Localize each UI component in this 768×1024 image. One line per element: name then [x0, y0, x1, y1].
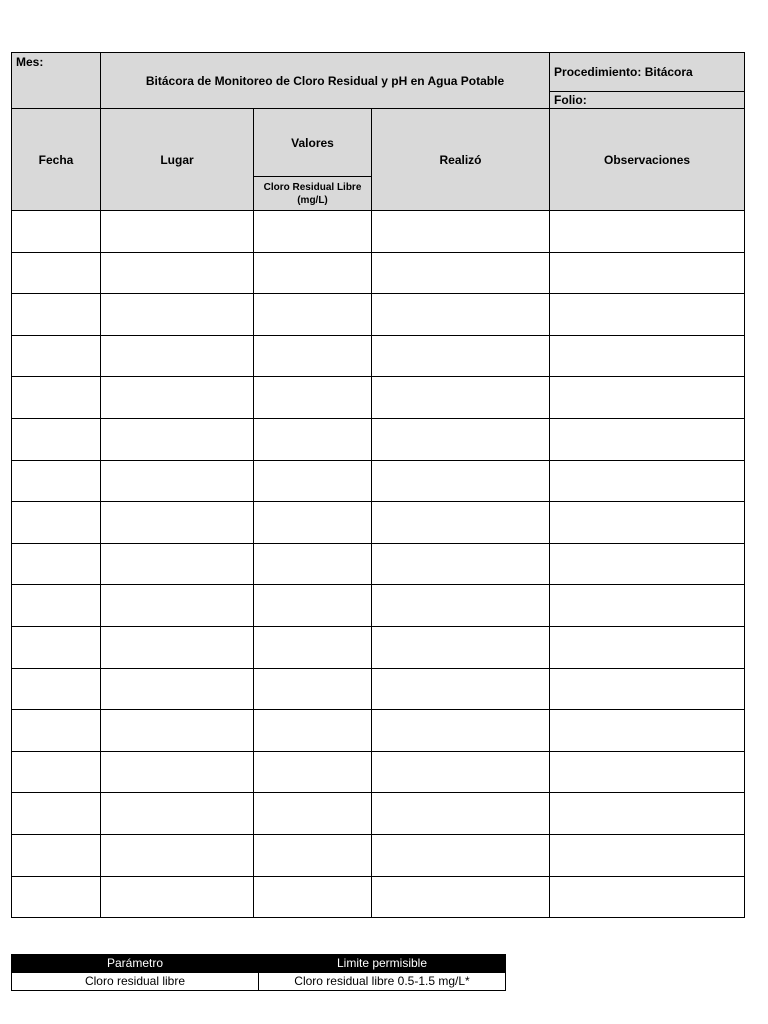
log-row [12, 710, 745, 752]
ref-cell-limit: Cloro residual libre 0.5-1.5 mg/L* [259, 973, 506, 991]
log-cell-cloro[interactable] [254, 793, 372, 835]
log-row [12, 834, 745, 876]
log-cell-fecha[interactable] [12, 377, 101, 419]
log-row [12, 502, 745, 544]
log-cell-realizo[interactable] [372, 294, 550, 336]
reference-limits-table [11, 954, 506, 991]
log-row [12, 876, 745, 918]
log-cell-observaciones[interactable] [550, 710, 745, 752]
log-cell-observaciones[interactable] [550, 252, 745, 294]
log-cell-lugar[interactable] [101, 377, 254, 419]
log-cell-observaciones[interactable] [550, 294, 745, 336]
log-cell-cloro[interactable] [254, 252, 372, 294]
log-cell-realizo[interactable] [372, 418, 550, 460]
log-cell-realizo[interactable] [372, 211, 550, 253]
log-cell-fecha[interactable] [12, 502, 101, 544]
ref-header-parametro: Parámetro [12, 955, 259, 973]
log-cell-fecha[interactable] [12, 668, 101, 710]
log-cell-observaciones[interactable] [550, 751, 745, 793]
folio-cell[interactable] [550, 92, 745, 109]
log-cell-realizo[interactable] [372, 377, 550, 419]
log-cell-realizo[interactable] [372, 460, 550, 502]
procedure-cell [550, 53, 745, 92]
log-row [12, 585, 745, 627]
log-cell-lugar[interactable] [101, 335, 254, 377]
log-cell-realizo[interactable] [372, 876, 550, 918]
log-cell-cloro[interactable] [254, 876, 372, 918]
log-cell-observaciones[interactable] [550, 793, 745, 835]
log-cell-realizo[interactable] [372, 710, 550, 752]
log-cell-realizo[interactable] [372, 585, 550, 627]
log-row [12, 377, 745, 419]
log-cell-fecha[interactable] [12, 834, 101, 876]
column-header-observaciones: Observaciones [550, 109, 745, 211]
month-cell[interactable] [12, 53, 101, 109]
log-cell-lugar[interactable] [101, 502, 254, 544]
log-cell-cloro[interactable] [254, 710, 372, 752]
log-cell-cloro[interactable] [254, 834, 372, 876]
log-cell-fecha[interactable] [12, 876, 101, 918]
log-cell-fecha[interactable] [12, 710, 101, 752]
log-row [12, 793, 745, 835]
log-cell-cloro[interactable] [254, 294, 372, 336]
log-cell-observaciones[interactable] [550, 834, 745, 876]
log-cell-fecha[interactable] [12, 585, 101, 627]
log-cell-cloro[interactable] [254, 377, 372, 419]
log-cell-realizo[interactable] [372, 834, 550, 876]
log-cell-lugar[interactable] [101, 751, 254, 793]
log-cell-lugar[interactable] [101, 252, 254, 294]
log-cell-realizo[interactable] [372, 252, 550, 294]
log-cell-fecha[interactable] [12, 294, 101, 336]
log-cell-lugar[interactable] [101, 460, 254, 502]
log-cell-observaciones[interactable] [550, 626, 745, 668]
column-header-fecha: Fecha [12, 109, 101, 211]
log-cell-fecha[interactable] [12, 252, 101, 294]
log-cell-fecha[interactable] [12, 543, 101, 585]
ref-header-limite: Limite permisible [259, 955, 506, 973]
log-row [12, 335, 745, 377]
log-cell-cloro[interactable] [254, 335, 372, 377]
column-header-valores: Valores [254, 109, 372, 177]
log-cell-realizo[interactable] [372, 543, 550, 585]
log-row [12, 543, 745, 585]
log-cell-observaciones[interactable] [550, 460, 745, 502]
log-cell-observaciones[interactable] [550, 502, 745, 544]
log-cell-cloro[interactable] [254, 211, 372, 253]
log-cell-lugar[interactable] [101, 793, 254, 835]
log-cell-cloro[interactable] [254, 543, 372, 585]
log-cell-lugar[interactable] [101, 710, 254, 752]
form-title-cell [101, 53, 550, 109]
log-cell-observaciones[interactable] [550, 585, 745, 627]
log-cell-observaciones[interactable] [550, 876, 745, 918]
log-cell-cloro[interactable] [254, 626, 372, 668]
log-cell-lugar[interactable] [101, 834, 254, 876]
log-cell-observaciones[interactable] [550, 543, 745, 585]
log-row [12, 460, 745, 502]
log-row [12, 751, 745, 793]
log-cell-lugar[interactable] [101, 418, 254, 460]
column-header-cloro-residual: Cloro Residual Libre (mg/L) [254, 177, 372, 211]
column-header-realizo: Realizó [372, 109, 550, 211]
log-row [12, 668, 745, 710]
log-row [12, 294, 745, 336]
log-cell-observaciones[interactable] [550, 418, 745, 460]
log-cell-cloro[interactable] [254, 668, 372, 710]
log-cell-cloro[interactable] [254, 418, 372, 460]
log-row [12, 418, 745, 460]
log-cell-fecha[interactable] [12, 626, 101, 668]
log-cell-observaciones[interactable] [550, 668, 745, 710]
log-cell-cloro[interactable] [254, 751, 372, 793]
log-cell-fecha[interactable] [12, 335, 101, 377]
log-cell-lugar[interactable] [101, 543, 254, 585]
log-cell-cloro[interactable] [254, 585, 372, 627]
log-row [12, 626, 745, 668]
log-cell-realizo[interactable] [372, 793, 550, 835]
log-cell-lugar[interactable] [101, 876, 254, 918]
log-cell-realizo[interactable] [372, 626, 550, 668]
folio-label: Folio: [554, 93, 587, 107]
log-cell-observaciones[interactable] [550, 377, 745, 419]
log-row [12, 211, 745, 253]
log-cell-fecha[interactable] [12, 751, 101, 793]
ref-row [12, 973, 506, 991]
form-title: Bitácora de Monitoreo de Cloro Residual y pH en Agua Potable [145, 73, 505, 88]
log-cell-fecha[interactable] [12, 460, 101, 502]
ref-cell-parameter: Cloro residual libre [12, 973, 259, 991]
log-cell-realizo[interactable] [372, 751, 550, 793]
procedure-label: Procedimiento: Bitácora [554, 65, 693, 79]
log-cell-lugar[interactable] [101, 211, 254, 253]
log-cell-observaciones[interactable] [550, 335, 745, 377]
log-cell-lugar[interactable] [101, 626, 254, 668]
log-cell-cloro[interactable] [254, 502, 372, 544]
log-cell-realizo[interactable] [372, 502, 550, 544]
log-cell-realizo[interactable] [372, 335, 550, 377]
log-cell-cloro[interactable] [254, 460, 372, 502]
log-row [12, 252, 745, 294]
log-cell-lugar[interactable] [101, 294, 254, 336]
log-cell-lugar[interactable] [101, 668, 254, 710]
log-cell-lugar[interactable] [101, 585, 254, 627]
log-cell-fecha[interactable] [12, 418, 101, 460]
column-header-lugar: Lugar [101, 109, 254, 211]
log-cell-fecha[interactable] [12, 211, 101, 253]
month-label: Mes: [16, 55, 44, 69]
log-cell-realizo[interactable] [372, 668, 550, 710]
log-cell-fecha[interactable] [12, 793, 101, 835]
log-cell-observaciones[interactable] [550, 211, 745, 253]
monitoring-log-table [11, 52, 745, 918]
